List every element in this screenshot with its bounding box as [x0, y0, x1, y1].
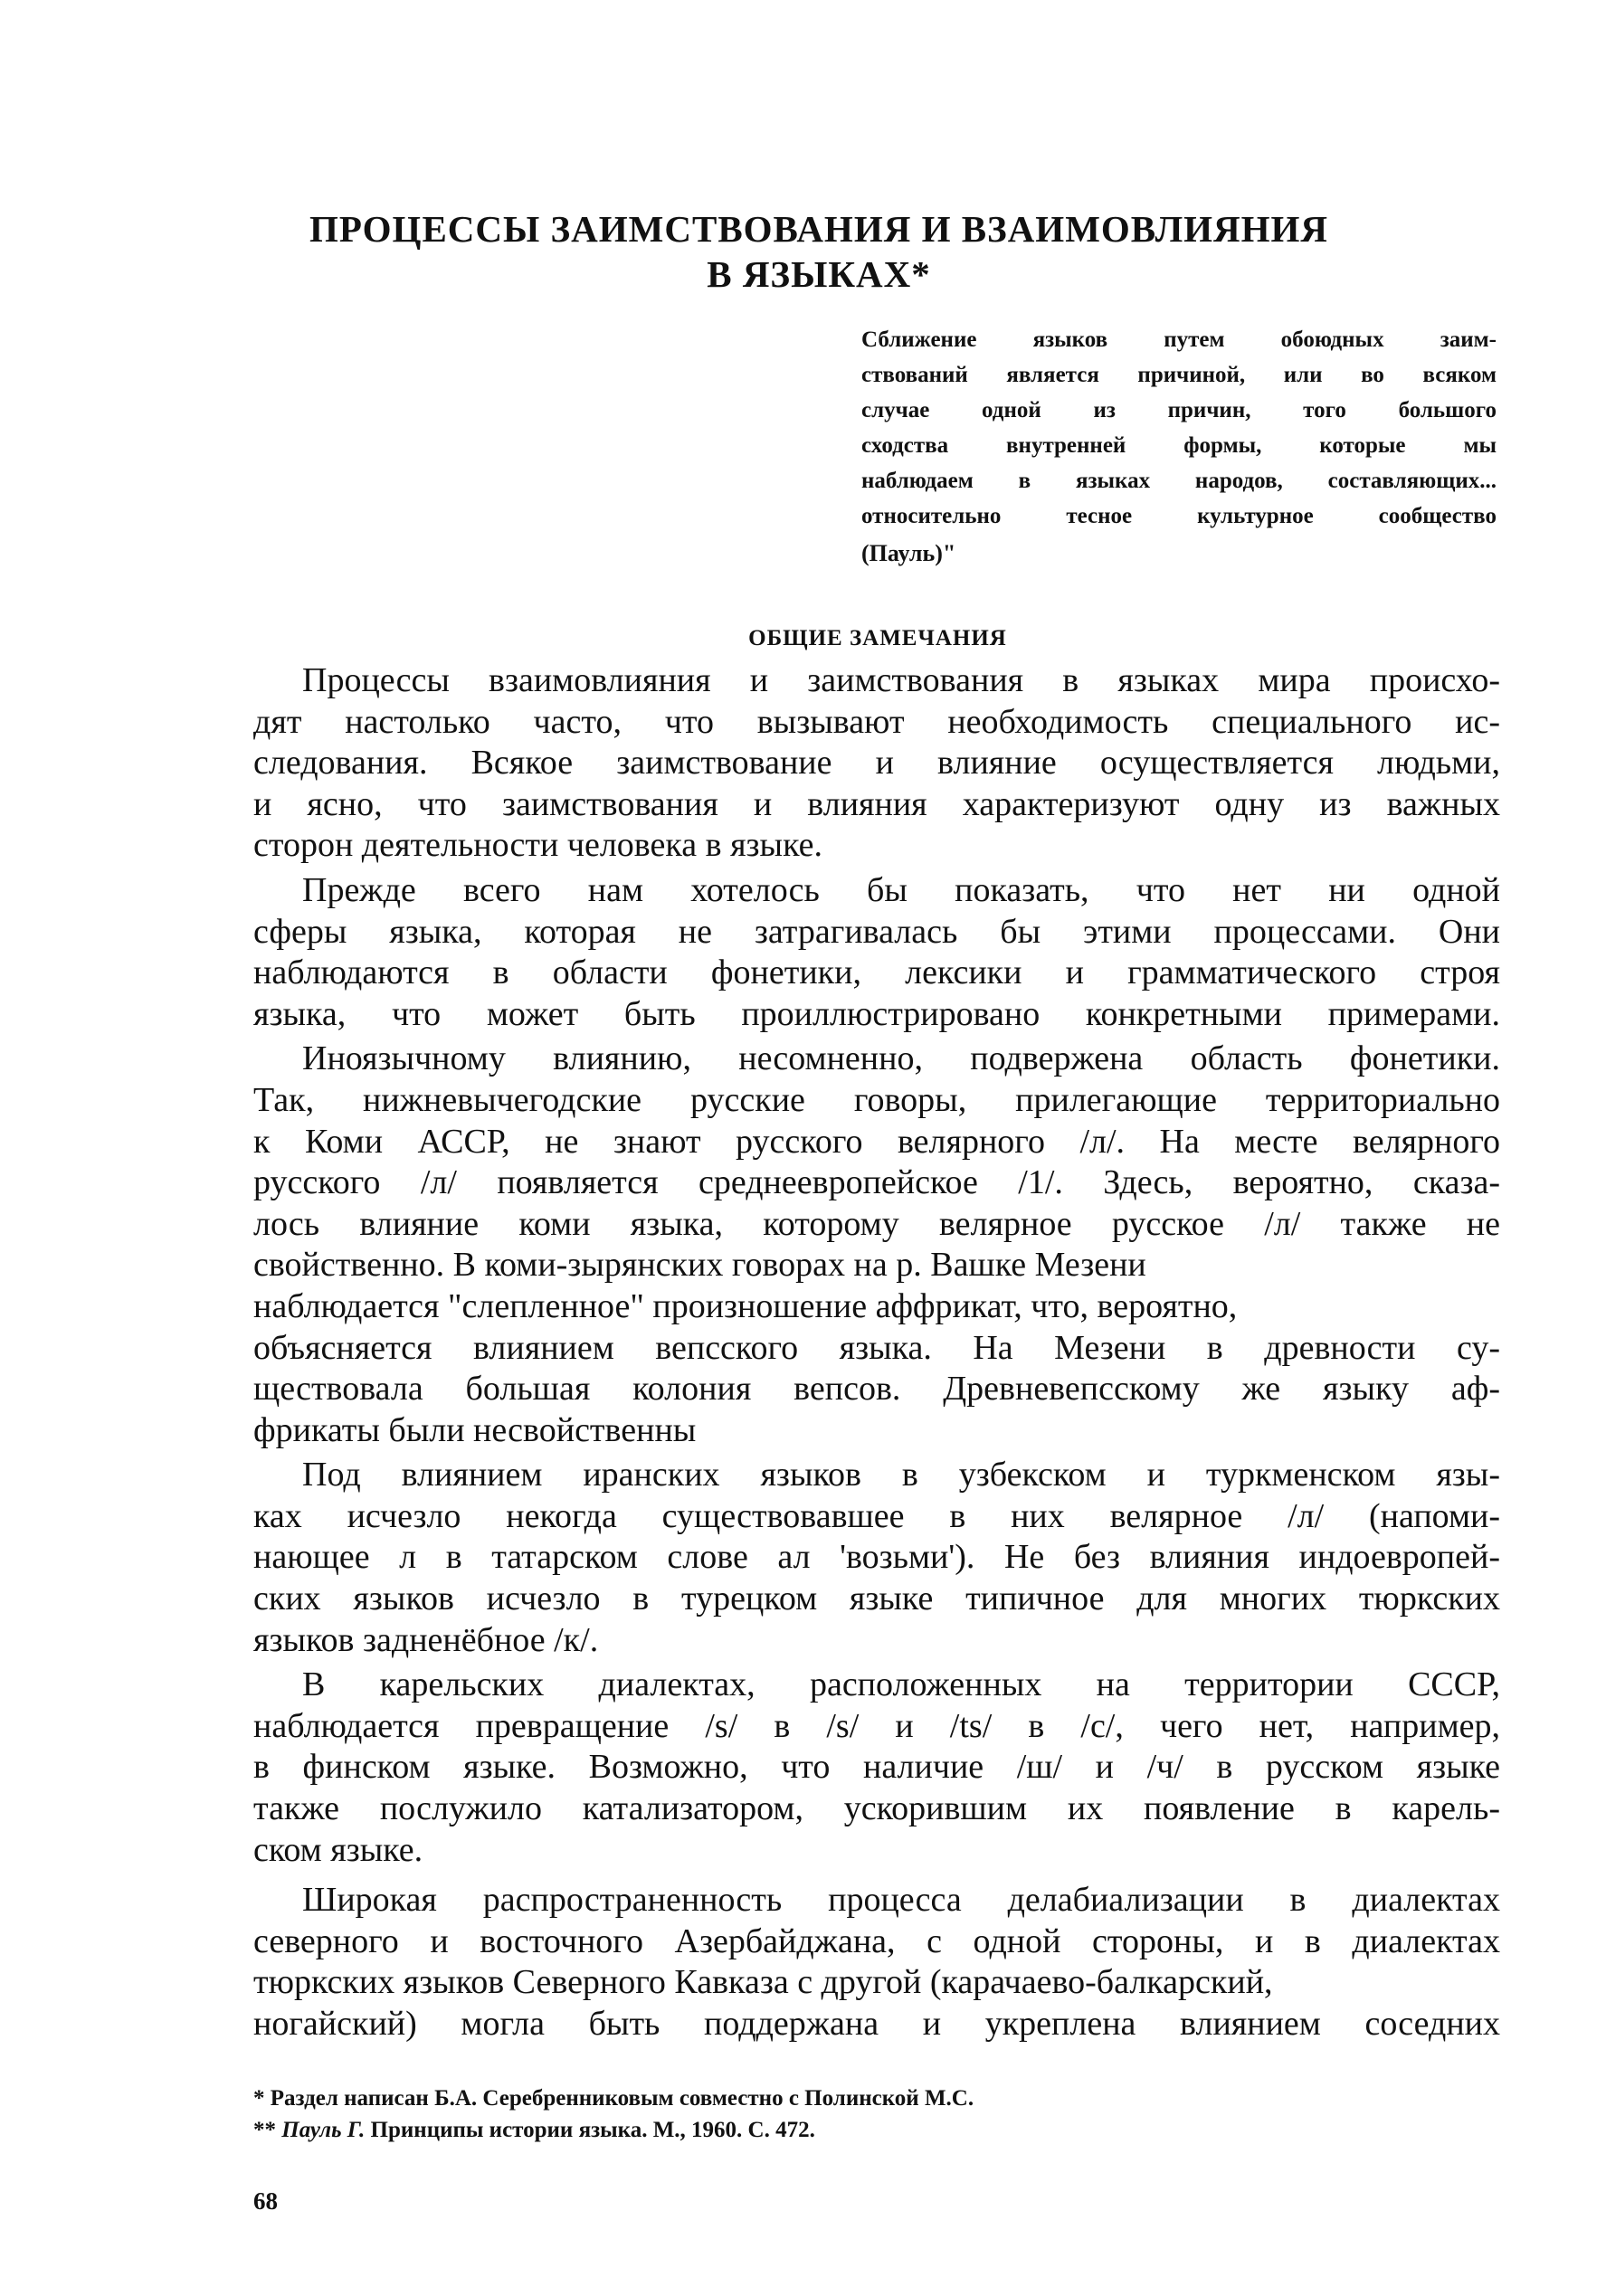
body-text: [253, 660, 1500, 2049]
text-line: тюркских языков Северного Кавказа с другой (карачаево-балкарский,: [253, 1963, 1273, 2002]
text-line: ках исчезло некогда существовавшее в них велярное /л/ (напоми-: [253, 1496, 1500, 1535]
text-line: русского /л/ появляется среднеевропейское /1/. Здесь, вероятно, сказа-: [253, 1163, 1500, 1202]
text-line: ском языке.: [253, 1830, 423, 1869]
footnote-author: Пауль Г.: [281, 2118, 366, 2142]
text-line: ществовала большая колония вепсов. Древневепсскому же языку аф-: [253, 1370, 1500, 1409]
text-line: Широкая распространенность процесса делабиализации в диалектах: [302, 1881, 1500, 1920]
page-title-line-1: ПРОЦЕССЫ ЗАИМСТВОВАНИЯ И ВЗАИМОВЛИЯНИЯ: [309, 208, 1329, 250]
footnote-2: [253, 2115, 1502, 2146]
paragraph: [253, 1665, 1500, 1871]
text-line: также послужило катализатором, ускорившим их появление в карель-: [253, 1789, 1500, 1828]
paragraph: [253, 1039, 1500, 1451]
epigraph: [861, 322, 1497, 534]
text-line: фрикаты были несвойственны: [253, 1410, 697, 1449]
page-title-line-2: В ЯЗЫКАХ*: [707, 253, 931, 295]
text-line: следования. Всякое заимствование и влияние осуществляется людьми,: [253, 744, 1500, 783]
epigraph-line: ствований является причиной, или во всяком: [861, 363, 1497, 387]
paragraph: [253, 1880, 1500, 2045]
footnote-marker: **: [253, 2118, 276, 2142]
text-line: объясняется влиянием вепсского языка. На Мезени в древности су-: [253, 1328, 1500, 1367]
epigraph-line: случае одной из причин, того большого: [861, 398, 1497, 422]
text-line: наблюдается превращение /s/ в /s/ и /ts/ в /c/, чего нет, например,: [253, 1706, 1500, 1745]
text-line: лось влияние коми языка, которому велярное русское /л/ также не: [253, 1204, 1500, 1243]
epigraph-line: относительно тесное культурное сообщество: [861, 504, 1497, 528]
text-line: языка, что может быть проиллюстрировано конкретными примерами.: [253, 994, 1500, 1033]
text-line: наблюдается "слепленное" произношение аффрикат, что, вероятно,: [253, 1286, 1238, 1325]
footnote-marker: *: [253, 2086, 265, 2111]
text-line: наблюдаются в области фонетики, лексики и грамматического строя: [253, 954, 1500, 992]
text-line: свойственно. В коми-зырянских говорах на р. Вашке Мезени: [253, 1246, 1146, 1285]
epigraph-line: Сближение языков путем обоюдных заим-: [861, 327, 1497, 352]
paragraph: [253, 870, 1500, 1035]
text-line: В карельских диалектах, расположенных на территории СССР,: [302, 1665, 1500, 1704]
text-line: Процессы взаимовлияния и заимствования в языках мира происхо-: [302, 661, 1500, 699]
text-line: сторон деятельности человека в языке.: [253, 826, 822, 865]
text-line: и ясно, что заимствования и влияния характеризуют одну из важных: [253, 784, 1500, 823]
text-line: Под влиянием иранских языков в узбекском и туркменском язы-: [302, 1456, 1500, 1494]
epigraph-line: сходства внутренней формы, которые мы: [861, 433, 1497, 458]
text-line: ногайский) могла быть поддержана и укреплена влиянием соседних: [253, 2005, 1500, 2043]
text-line: языков задненёбное /к/.: [253, 1620, 599, 1659]
text-line: северного и восточного Азербайджана, с одной стороны, и в диалектах: [253, 1921, 1500, 1960]
epigraph-line: наблюдаем в языках народов, составляющих...: [861, 469, 1497, 493]
paragraph: [253, 660, 1500, 867]
text-line: Иноязычному влиянию, несомненно, подвержена область фонетики.: [302, 1039, 1500, 1078]
text-line: ских языков исчезло в турецком языке типичное для многих тюркских: [253, 1580, 1500, 1618]
text-line: Так, нижневычегодские русские говоры, прилегающие территориально: [253, 1080, 1500, 1119]
paragraph: [253, 1455, 1500, 1661]
footnote-1: [253, 2083, 1502, 2114]
text-line: к Коми АССР, не знают русского велярного /л/. На месте велярного: [253, 1122, 1500, 1161]
text-line: сферы языка, которая не затрагивалась бы этими процессами. Они: [253, 912, 1500, 951]
section-heading: ОБЩИЕ ЗАМЕЧАНИЯ: [748, 626, 1007, 650]
text-line: в финском языке. Возможно, что наличие /ш/ и /ч/ в русском языке: [253, 1748, 1500, 1787]
text-line: нающее л в татарском слове ал 'возьми'). Не без влияния индоевропей-: [253, 1538, 1500, 1577]
footnote-text: Раздел написан Б.А. Серебренниковым совместно с Полинской М.С.: [270, 2086, 974, 2111]
footnote-text: Принципы истории языка. М., 1960. С. 472.: [370, 2118, 815, 2142]
text-line: дят настолько часто, что вызывают необходимость специального ис-: [253, 702, 1500, 741]
epigraph-attribution: (Пауль)": [861, 540, 956, 566]
text-line: Прежде всего нам хотелось бы показать, что нет ни одной: [302, 870, 1500, 909]
page-number: 68: [253, 2187, 278, 2215]
